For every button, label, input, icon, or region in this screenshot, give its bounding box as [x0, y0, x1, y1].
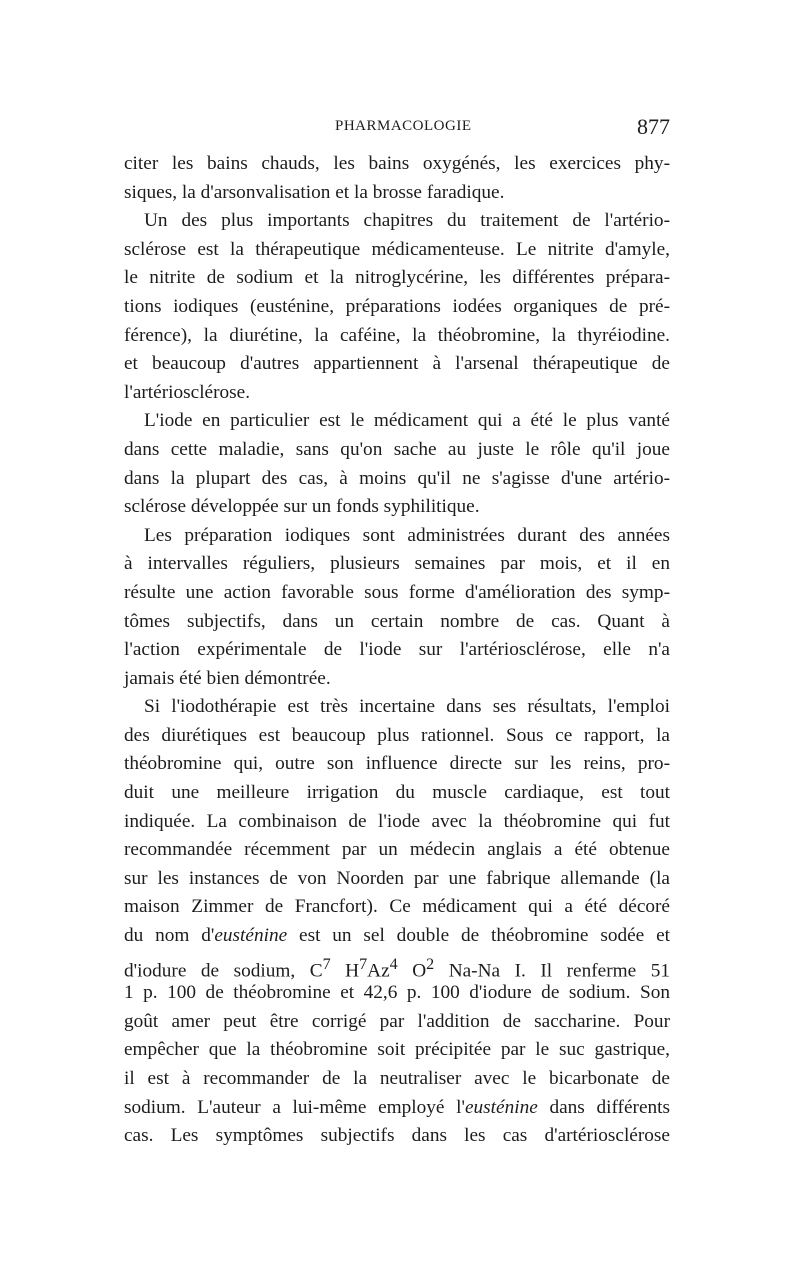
text-line: sclérose développée sur un fonds syphilitique. [124, 496, 480, 518]
text-line: résulte une action favorable sous forme d'amélioration des symp- [124, 581, 670, 603]
body-text [124, 150, 670, 1151]
text-line-with-italic [124, 1094, 670, 1123]
text-line: 1 p. 100 de théobromine et 42,6 p. 100 d'iodure de sodium. Son [124, 982, 670, 1004]
text-line: indiquée. La combinaison de l'iode avec la théobromine qui fut [124, 810, 670, 832]
line-segment: du nom d' [124, 925, 215, 947]
text-line: cas. Les symptômes subjectifs dans les cas d'artériosclérose [124, 1125, 670, 1147]
line-segment: Na-Na I. Il renferme 51 [434, 960, 671, 982]
italic-term: eusténine [464, 1096, 538, 1118]
text-line: L'iode en particulier est le médicament qui a été le plus vanté [144, 410, 670, 432]
text-line: et beaucoup d'autres appartiennent à l'arsenal thérapeutique de [124, 353, 670, 375]
text-line: sur les instances de von Noorden par une fabrique allemande (la [124, 867, 670, 889]
text-line: l'action expérimentale de l'iode sur l'artériosclérose, elle n'a [124, 639, 670, 661]
text-line: jamais été bien démontrée. [124, 667, 331, 689]
text-line: férence), la diurétine, la caféine, la théobromine, la thyréiodine. [124, 324, 670, 346]
formula-superscript: 2 [426, 955, 435, 973]
text-line: duit une meilleure irrigation du muscle cardiaque, est tout [124, 782, 670, 804]
line-segment: est un sel double de théobromine sodée et [287, 925, 670, 947]
text-line: citer les bains chauds, les bains oxygénés, les exercices phy- [124, 153, 670, 174]
formula-superscript: 7 [322, 955, 331, 973]
text-line: il est à recommander de la neutraliser avec le bicarbonate de [124, 1068, 670, 1089]
text-line: Un des plus importants chapitres du traitement de l'artério- [144, 210, 670, 232]
text-line: à intervalles réguliers, plusieurs semaines par mois, et il en [124, 553, 670, 575]
text-line: des diurétiques est beaucoup plus rationnel. Sous ce rapport, la [124, 724, 670, 746]
line-segment: O [397, 960, 427, 982]
page-number: 877 [637, 114, 670, 139]
text-line: maison Zimmer de Francfort). Ce médicament qui a été décoré [124, 896, 670, 918]
formula-superscript: 4 [389, 955, 398, 973]
text-line: Si l'iodothérapie est très incertaine dans ses résultats, l'emploi [144, 696, 670, 718]
text-line: recommandée récemment par un médecin anglais a été obtenue [124, 839, 670, 861]
italic-term: eusténine [214, 925, 288, 947]
text-line-with-italic [124, 922, 670, 951]
text-line: dans cette maladie, sans qu'on sache au juste le rôle qu'il joue [124, 438, 670, 460]
text-line: dans la plupart des cas, à moins qu'il ne s'agisse d'une artério- [124, 467, 670, 489]
text-line: Les préparation iodiques sont administrées durant des années [144, 524, 670, 546]
running-title: PHARMACOLOGIE [335, 118, 472, 134]
formula-superscript: 7 [359, 955, 368, 973]
line-segment: H [330, 960, 360, 982]
chemical-formula-line [124, 951, 670, 980]
page-header [124, 114, 670, 144]
text-line: empêcher que la théobromine soit précipitée par le suc gastrique, [124, 1039, 670, 1061]
line-segment: dans différents [537, 1096, 670, 1118]
text-line: goût amer peut être corrigé par l'addition de saccharine. Pour [124, 1010, 670, 1032]
text-line: le nitrite de sodium et la nitroglycérine, les différentes prépara- [124, 267, 670, 289]
line-segment: Az [367, 960, 390, 982]
text-line: siques, la d'arsonvalisation et la brosse faradique. [124, 181, 505, 203]
line-segment: sodium. L'auteur a lui-même employé l' [124, 1096, 465, 1118]
line-segment: d'iodure de sodium, C [124, 960, 323, 982]
text-line: théobromine qui, outre son influence directe sur les reins, pro- [124, 753, 670, 775]
text-line: tômes subjectifs, dans un certain nombre de cas. Quant à [124, 610, 670, 632]
text-line: tions iodiques (eusténine, préparations iodées organiques de pré- [124, 295, 670, 317]
text-line: l'artériosclérose. [124, 381, 251, 403]
text-line: sclérose est la thérapeutique médicamenteuse. Le nitrite d'amyle, [124, 238, 670, 260]
